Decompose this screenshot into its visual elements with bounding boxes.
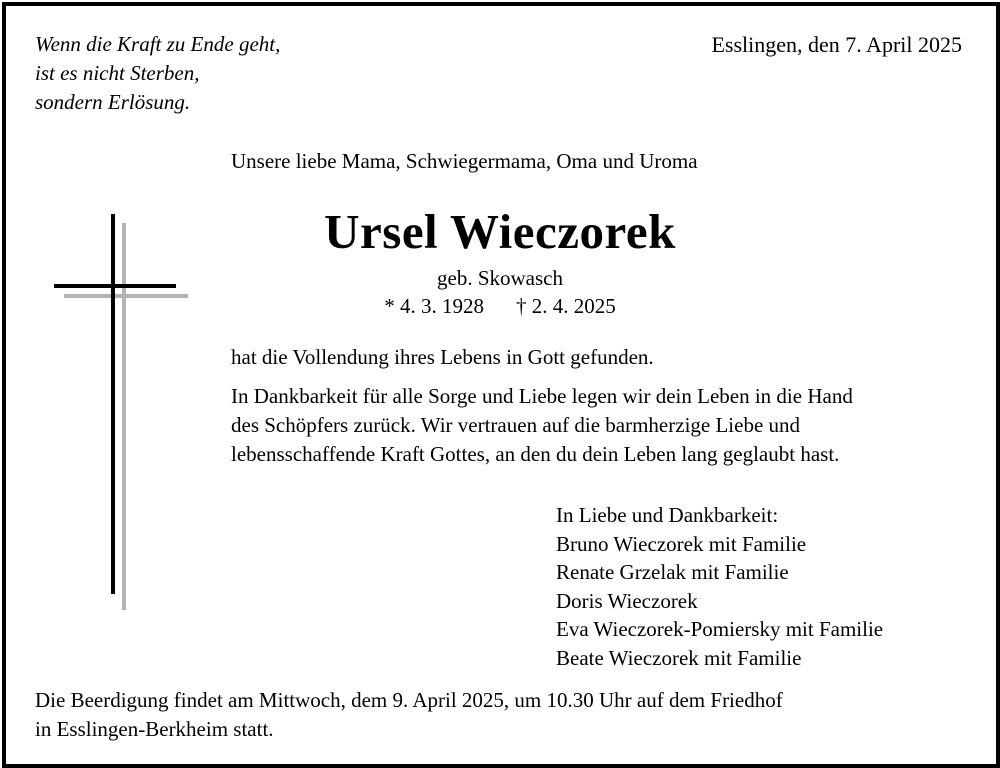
signoff-block xyxy=(556,501,883,672)
mourner-name: Beate Wieczorek mit Familie xyxy=(556,645,802,670)
body-paragraph xyxy=(231,382,853,469)
body-line: des Schöpfers zurück. Wir vertrauen auf die barmherzige Liebe und xyxy=(231,413,801,437)
mourner-name: Renate Grzelak mit Familie xyxy=(556,560,789,584)
place-date: Esslingen, den 7. April 2025 xyxy=(711,32,962,57)
cross-icon xyxy=(50,210,200,620)
death-date: † 2. 4. 2025 xyxy=(516,294,616,318)
cross-shadow-vertical xyxy=(122,223,126,610)
motto-line: Wenn die Kraft zu Ende geht, xyxy=(35,32,281,56)
birth-date: * 4. 3. 1928 xyxy=(384,294,484,318)
mourner-name: Doris Wieczorek xyxy=(556,588,698,613)
mourner-name: Eva Wieczorek-Pomiersky mit Familie xyxy=(556,617,884,641)
cross-horizontal xyxy=(54,284,176,288)
funeral-info xyxy=(35,686,783,744)
motto-quote xyxy=(35,30,280,117)
body-line: In Dankbarkeit für alle Sorge und Liebe legen wir dein Leben in die Hand xyxy=(231,384,853,408)
body-line: lebensschaffende Kraft Gottes, an den du dein Leben lang geglaubt hast. xyxy=(231,442,840,466)
motto-line: sondern Erlösung. xyxy=(35,90,191,114)
deceased-name: Ursel Wieczorek xyxy=(324,204,676,259)
motto-line: ist es nicht Sterben, xyxy=(35,61,200,85)
cross-shadow-horizontal xyxy=(64,294,188,298)
signoff-heading: In Liebe und Dankbarkeit: xyxy=(556,503,779,527)
statement-text: hat die Vollendung ihres Lebens in Gott gefunden. xyxy=(231,345,654,369)
cross-vertical xyxy=(111,214,115,594)
birth-name: geb. Skowasch xyxy=(437,266,563,290)
funeral-line: in Esslingen-Berkheim statt. xyxy=(35,717,274,741)
intro-text: Unsere liebe Mama, Schwiegermama, Oma und Uroma xyxy=(231,149,698,173)
funeral-line: Die Beerdigung findet am Mittwoch, dem 9. April 2025, um 10.30 Uhr auf dem Friedhof xyxy=(35,688,783,712)
mourner-name: Bruno Wieczorek mit Familie xyxy=(556,531,807,556)
